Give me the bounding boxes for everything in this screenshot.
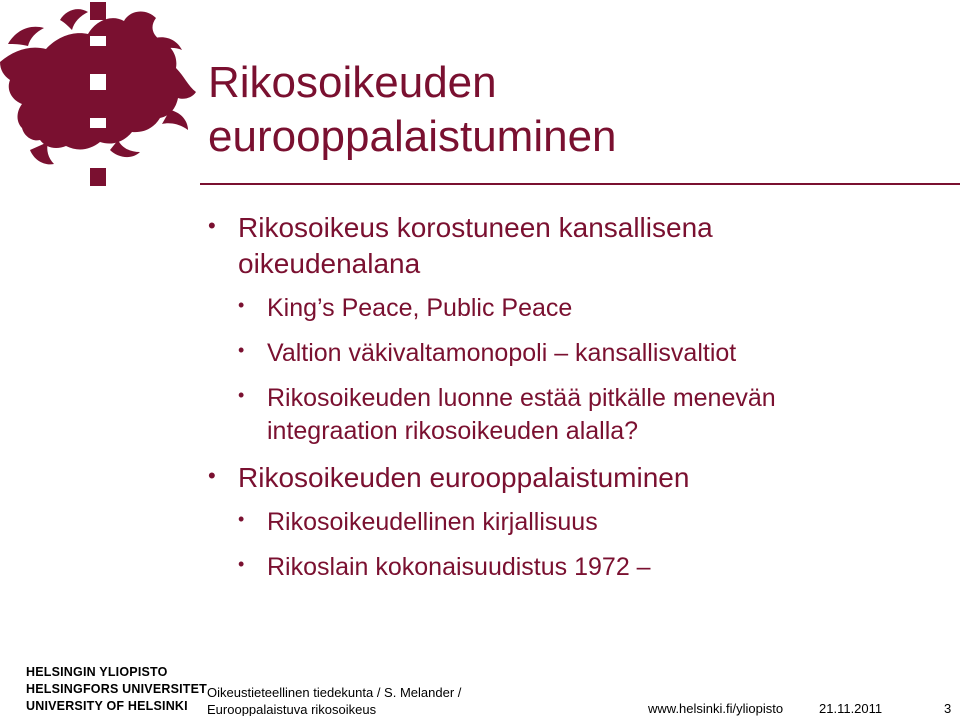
footer-date: 21.11.2011 bbox=[819, 701, 883, 716]
footer-university-name bbox=[26, 664, 207, 715]
bullet-icon: • bbox=[208, 463, 216, 488]
bullet-text: Rikosoikeuden luonne estää pitkälle menevän bbox=[267, 384, 776, 412]
sub-bullet-icon: • bbox=[238, 340, 245, 360]
bullet-text-continued: integraation rikosoikeuden alalla? bbox=[267, 417, 639, 445]
sub-bullet-icon: • bbox=[238, 295, 245, 315]
bullet-item-level2 bbox=[206, 292, 926, 325]
title-divider bbox=[200, 183, 960, 185]
page-number: 3 bbox=[944, 701, 952, 716]
bullet-item-level2 bbox=[206, 506, 926, 539]
bullet-text: Valtion väkivaltamonopoli – kansallisvaltiot bbox=[267, 339, 737, 367]
university-flame-logo-icon bbox=[0, 0, 200, 190]
footer-url[interactable]: www.helsinki.fi/yliopisto bbox=[648, 701, 784, 716]
bullet-text: Rikosoikeuden eurooppalaistuminen bbox=[238, 462, 690, 493]
university-name-sv: HELSINGFORS UNIVERSITET bbox=[26, 682, 208, 696]
bullet-list bbox=[206, 210, 926, 596]
bullet-text-continued: oikeudenalana bbox=[238, 248, 421, 279]
university-name-en: UNIVERSITY OF HELSINKI bbox=[26, 699, 188, 713]
sub-bullet-icon: • bbox=[238, 509, 245, 529]
sub-bullet-icon: • bbox=[238, 385, 245, 405]
footer-department-line: Oikeustieteellinen tiedekunta / S. Melander / bbox=[207, 685, 462, 700]
slide-title-line2: eurooppalaistuminen bbox=[208, 112, 617, 161]
bullet-item-level2 bbox=[206, 382, 926, 448]
slide-title bbox=[208, 56, 928, 164]
bullet-icon: • bbox=[208, 213, 216, 238]
sub-bullet-icon: • bbox=[238, 554, 245, 574]
bullet-text: Rikoslain kokonaisuudistus 1972 – bbox=[267, 553, 651, 581]
footer-department bbox=[207, 684, 461, 716]
bullet-item-level2 bbox=[206, 551, 926, 584]
university-name-fi: HELSINGIN YLIOPISTO bbox=[26, 665, 168, 679]
bullet-text: Rikosoikeudellinen kirjallisuus bbox=[267, 508, 598, 536]
slide-title-line1: Rikosoikeuden bbox=[208, 58, 497, 107]
bullet-item-level2 bbox=[206, 337, 926, 370]
bullet-text: King’s Peace, Public Peace bbox=[267, 294, 573, 322]
footer-course-line: Eurooppalaistuva rikosoikeus bbox=[207, 702, 377, 716]
bullet-item-level1 bbox=[206, 460, 926, 496]
bullet-item-level1 bbox=[206, 210, 926, 282]
bullet-text: Rikosoikeus korostuneen kansallisena bbox=[238, 212, 713, 243]
